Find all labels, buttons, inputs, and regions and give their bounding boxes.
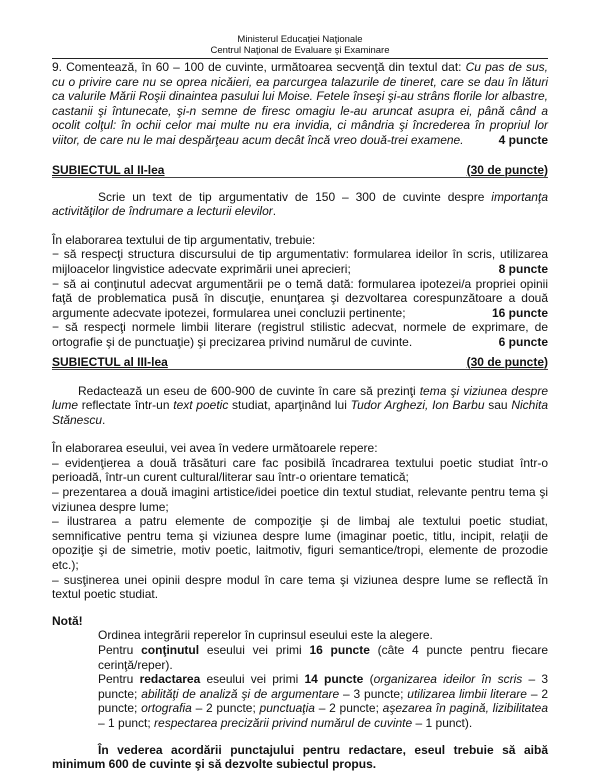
- t: Pentru: [98, 643, 142, 657]
- t: Tudor Arghezi, Ion Barbu: [350, 398, 485, 413]
- t: – 1 punct).: [412, 715, 473, 730]
- t: – 2 puncte;: [98, 686, 549, 716]
- note-body: [52, 628, 548, 730]
- note-writing: [98, 672, 548, 730]
- ministry-name: Ministerul Educaţiei Naţionale: [237, 34, 363, 45]
- landmark-item: – susţinerea unei opinii despre modul în care tema şi viziunea despre lume se reflectă în textul poetic studiat.: [52, 572, 548, 602]
- t: conţinutul: [141, 643, 200, 657]
- t: – 3 puncte;: [98, 672, 548, 701]
- t: – 2 puncte;: [314, 701, 383, 716]
- criterion: [52, 320, 548, 349]
- t: abilităţi de analiză şi de argumentare: [141, 686, 340, 701]
- t: eseului vei primi: [200, 672, 305, 687]
- t: .: [102, 412, 106, 427]
- t: Redactează un eseu de 600-900 de cuvinte în care să prezinţi: [78, 383, 420, 398]
- landmark-item: – ilustrarea a patru elemente de compoziţie şi de limbaj ale textului poetic studiat, semnificative pentru tema şi viziunea despre lume (imaginar poetic, titlu, incipit, relaţii de opoziţie şi de simetrie, motiv poetic, laitmotiv, figuri semantice/tropi, elemente de prozodie etc.);: [52, 514, 548, 573]
- note-content: [98, 643, 548, 672]
- note-title: Notă!: [52, 613, 83, 628]
- criterion: [52, 247, 548, 276]
- section-3-task: [52, 384, 548, 428]
- t: sau: [484, 398, 512, 413]
- section-2-lead: În elaborarea textului de tip argumentativ, trebuie:: [52, 232, 316, 247]
- exam-page: [52, 34, 548, 772]
- question-9-quote: Cu pas de sus, cu o privire care nu se oprea nicăieri, ea parcurgea talazurile de tineret, care se dau în lături ca valurile Mării Roşii dinaintea pasului lui Moise. Fetele înseşi şi-au strâns florile lor albastre, castanii şi întunecate, şi-n semne de firesc omagiu le-au aruncat asupra ei, până când a ocolit colţul: în ochii celor mai multe nu era invidia, ci mândria şi încrederea în propriul lor viitor, de care nu le mai despărţeau acum decât încă vreo două-trei examene.: [52, 60, 548, 147]
- t: redactarea: [139, 672, 201, 687]
- t: eseului vei primi: [199, 643, 310, 657]
- section-2-task: [52, 190, 548, 219]
- task-end: .: [272, 204, 277, 219]
- question-9: [52, 60, 548, 148]
- t: (câte 4 puncte pentru fiecare cerinţă/reper).: [98, 643, 549, 672]
- landmark-item: – evidenţierea a două trăsături care fac posibilă încadrarea textului poetic studiat într-o perioadă, într-un curent cultural/literar sau într-o orientare tematică;: [52, 455, 548, 485]
- t: (: [363, 672, 374, 687]
- header-divider: [52, 58, 548, 59]
- center-name: Centrul Naţional de Evaluare şi Examinare: [210, 45, 390, 56]
- t: Pentru: [98, 672, 140, 687]
- criterion-text: − să respecţi structura discursului de tip argumentativ: formularea ideilor în scris, utilizarea mijloacelor lingvistice adecvate exprimării unei aprecieri;: [52, 247, 548, 276]
- note-order: Ordinea integrării reperelor în cuprinsul eseului este la alegere.: [98, 628, 433, 643]
- question-9-points: 4 puncte: [498, 132, 548, 147]
- criterion-points: 6 puncte: [498, 334, 548, 349]
- question-9-text: 9. Comentează, în 60 – 100 de cuvinte, următoarea secvenţă din textul dat:: [52, 60, 466, 74]
- section-3-heading: [52, 356, 548, 370]
- section-2-points: (30 de puncte): [466, 162, 548, 177]
- t: reflectate într-un: [78, 398, 174, 413]
- criterion-points: 8 puncte: [498, 261, 548, 276]
- section-3-lead: În elaborarea eseului, vei avea în vedere următoarele repere:: [52, 441, 378, 456]
- t: aşezarea în pagină, lizibilitatea: [382, 701, 549, 716]
- t: – 1 punct;: [98, 715, 155, 730]
- t: respectarea precizării privind numărul de cuvinte: [154, 715, 413, 730]
- t: – 3 puncte;: [339, 686, 408, 701]
- landmark-item: – prezentarea a două imagini artistice/idei poetice din textul studiat, relevante pentru tema şi viziunea despre lume;: [52, 485, 548, 514]
- page-header: [52, 34, 548, 56]
- t: Nichita Stănescu: [52, 398, 549, 427]
- t: tema şi viziunea despre lume: [52, 383, 548, 413]
- t: punctuaţia: [259, 701, 315, 716]
- t: ortografia: [141, 701, 192, 716]
- t: text poetic: [173, 398, 229, 413]
- section-2-heading: [52, 164, 548, 178]
- t: 14 puncte: [304, 672, 364, 687]
- task-topic: importanţa activităţilor de îndrumare a lecturii elevilor: [52, 189, 548, 219]
- section-3-points: (30 de puncte): [466, 354, 548, 369]
- criterion-text: − să respecţi normele limbii literare (registrul stilistic adecvat, normele de exprimare, de ortografie şi de punctuaţie) şi precizarea privind numărul de cuvinte.: [52, 320, 548, 349]
- t: 16 puncte: [309, 643, 370, 657]
- criterion-points: 16 puncte: [491, 305, 548, 320]
- task-text: Scrie un text de tip argumentativ de 150 – 300 de cuvinte despre: [98, 189, 492, 204]
- t: studiat, aparţinând lui: [228, 398, 351, 413]
- final-note: În vederea acordării punctajului pentru redactare, eseul trebuie să aibă minimum 600 de cuvinte şi să dezvolte subiectul propus.: [52, 742, 548, 772]
- t: organizarea ideilor în scris: [373, 672, 523, 687]
- criterion: [52, 277, 548, 321]
- criterion-text: − să ai conţinutul adecvat argumentării pe o temă dată: formularea ipotezei/a propriei opinii faţă de problematica pusă în discuţie, enunţarea şi dezvoltarea corespunzătoare a două argumente adecvate ipotezei, formularea unei concluzii pertinente;: [52, 276, 548, 320]
- t: utilizarea limbii literare: [407, 686, 527, 701]
- section-2-title: SUBIECTUL al II-lea: [52, 162, 165, 177]
- t: – 2 puncte;: [191, 701, 260, 716]
- section-3-title: SUBIECTUL al III-lea: [52, 354, 168, 369]
